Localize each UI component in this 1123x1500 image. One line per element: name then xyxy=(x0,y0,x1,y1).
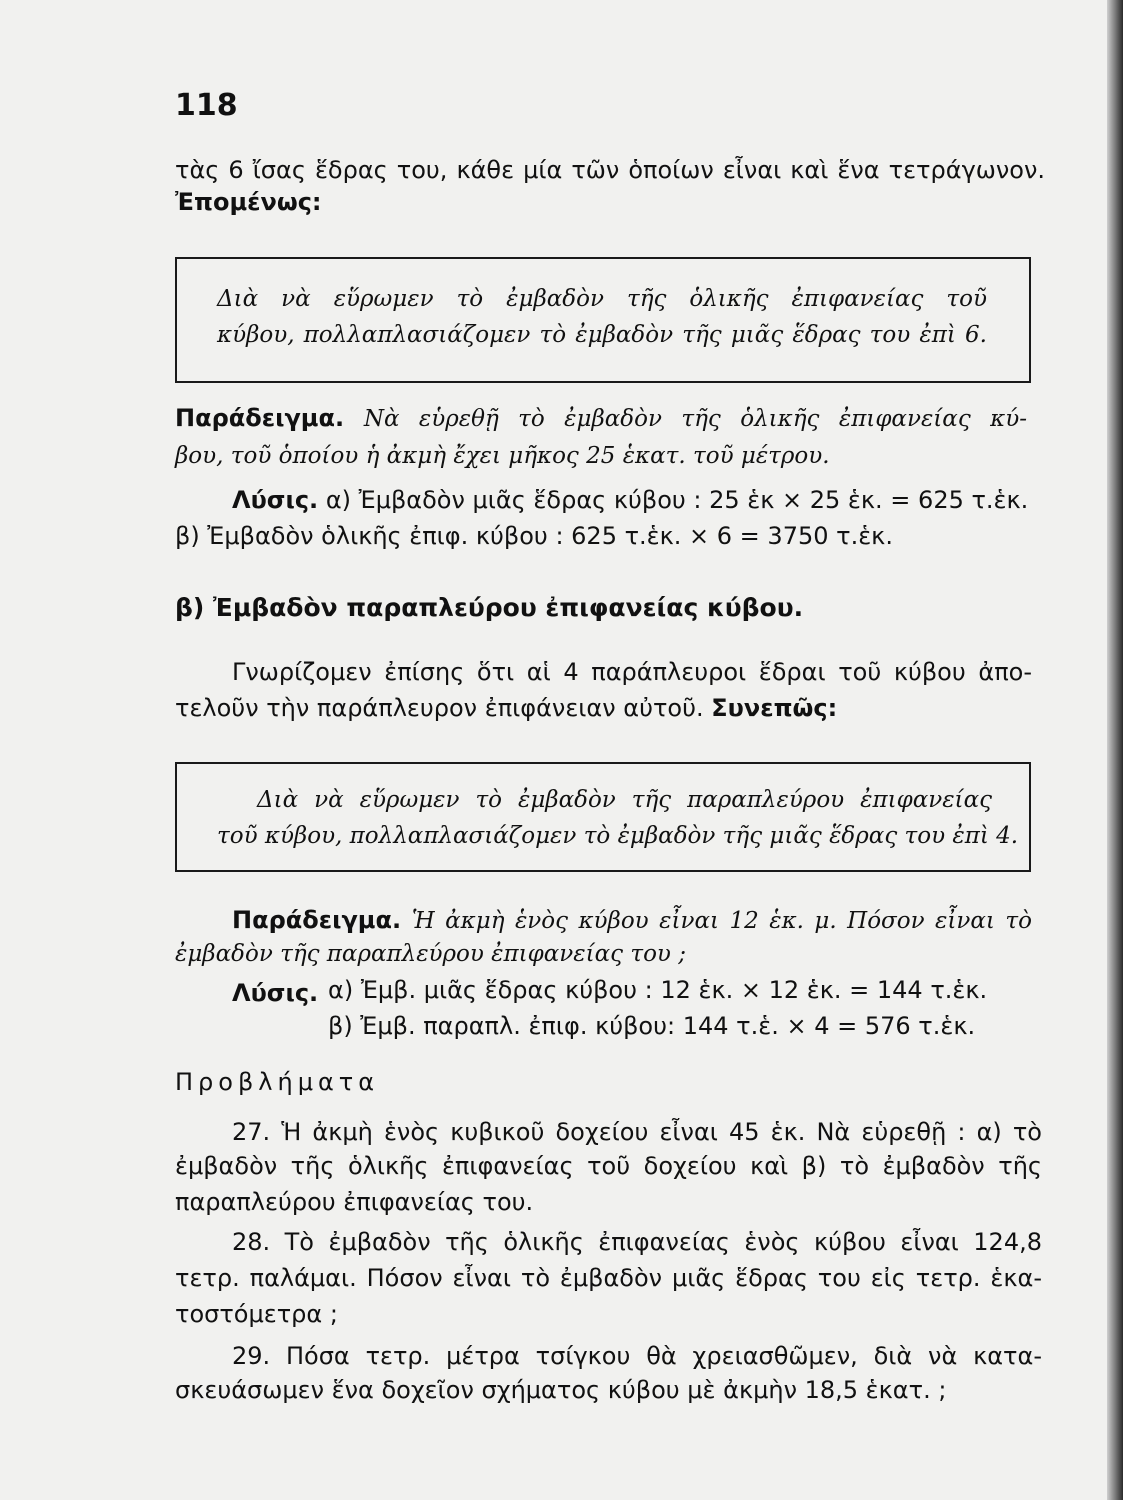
example2-line-2: ἐμβαδὸν τῆς παραπλεύρου ἐπιφανείας του ; xyxy=(175,941,686,967)
para2-line-2-text: τελοῦν τὴν παράπλευρον ἐπιφάνειαν αὐτοῦ. xyxy=(175,694,704,722)
problem-29-line-2: σκευάσωμεν ἕνα δοχεῖον σχήματος κύβου μὲ ἀκμὴν 18,5 ἑκατ. ; xyxy=(175,1376,947,1404)
rule-box-lateral-area xyxy=(175,762,1031,872)
intro-line-1: τὰς 6 ἴσας ἕδρας του, κάθε μία τῶν ὁποίων εἶναι καὶ ἕνα τετράγωνον. xyxy=(175,156,1045,184)
example1-sol-b: β) Ἐμβαδὸν ὁλικῆς ἐπιφ. κύβου : 625 τ.ἑκ. × 6 = 3750 τ.ἑκ. xyxy=(175,522,893,550)
example1-line-1 xyxy=(175,402,1027,435)
problem-27-line-2: ἐμβαδὸν τῆς ὁλικῆς ἐπιφανείας τοῦ δοχείου καὶ β) τὸ ἐμβαδὸν τῆς xyxy=(175,1152,1042,1180)
problem-28-line-1: 28. Τὸ ἐμβαδὸν τῆς ὁλικῆς ἐπιφανείας ἑνὸς κύβου εἶναι 124,8 xyxy=(232,1228,1042,1256)
rule-box-total-area xyxy=(175,257,1031,383)
intro-line-2: Ἐπομένως: xyxy=(175,188,322,216)
problem-29-line-1: 29. Πόσα τετρ. μέτρα τσίγκου θὰ χρειασθῶμεν, διὰ νὰ κατα- xyxy=(232,1342,1042,1370)
problem-27-line-3: παραπλεύρου ἐπιφανείας του. xyxy=(175,1188,534,1216)
problem-28-line-2: τετρ. παλάμαι. Πόσον εἶναι τὸ ἐμβαδὸν μιᾶς ἕδρας του εἰς τετρ. ἑκα- xyxy=(175,1264,1042,1292)
problem-28-line-3: τοστόμετρα ; xyxy=(175,1300,338,1328)
rule1-line-2: κύβου, πολλαπλασιάζομεν τὸ ἐμβαδὸν τῆς μιᾶς ἕδρας του ἐπὶ 6. xyxy=(217,322,987,348)
example2-sol-b: β) Ἐμβ. παραπλ. ἐπιφ. κύβου: 144 τ.ἑ. × 4 = 576 τ.ἑκ. xyxy=(328,1012,976,1040)
page-edge-shadow xyxy=(1107,0,1123,1500)
para2-line-2 xyxy=(175,692,1045,724)
page-number: 118 xyxy=(175,88,238,123)
example1-line-2: βου, τοῦ ὁποίου ἡ ἀκμὴ ἔχει μῆκος 25 ἑκατ. τοῦ μέτρου. xyxy=(175,443,830,469)
section-b-heading: β) Ἐμβαδὸν παραπλεύρου ἐπιφανείας κύβου. xyxy=(175,593,804,622)
example2-sol-a: α) Ἐμβ. μιᾶς ἕδρας κύβου : 12 ἑκ. × 12 ἑκ. = 144 τ.ἑκ. xyxy=(328,976,988,1004)
example1-solution-a xyxy=(232,484,1032,516)
problems-heading: Προβλήματα xyxy=(175,1068,380,1096)
problem-27-line-1: 27. Ἡ ἀκμὴ ἑνὸς κυβικοῦ δοχείου εἶναι 45 ἑκ. Νὰ εὑρεθῇ : α) τὸ xyxy=(232,1118,1042,1146)
example2-text-1: Ἡ ἀκμὴ ἑνὸς κύβου εἶναι 12 ἑκ. μ. Πόσον εἶναι τὸ xyxy=(411,908,1032,934)
example1-solution-label: Λύσις. xyxy=(232,486,319,514)
rule2-line-2: τοῦ κύβου, πολλαπλασιάζομεν τὸ ἐμβαδὸν τῆς μιᾶς ἕδρας του ἐπὶ 4. xyxy=(217,823,1019,849)
rule1-line-1: Διὰ νὰ εὕρωμεν τὸ ἐμβαδὸν τῆς ὁλικῆς ἐπιφανείας τοῦ xyxy=(217,286,987,312)
example2-label: Παράδειγμα. xyxy=(232,906,402,934)
para2-line-1: Γνωρίζομεν ἐπίσης ὅτι αἱ 4 παράπλευροι ἕδραι τοῦ κύβου ἀπο- xyxy=(232,658,1032,686)
example1-label: Παράδειγμα. xyxy=(175,404,345,432)
para2-line-2-bold: Συνεπῶς: xyxy=(711,694,838,722)
example2-line-1 xyxy=(232,904,1032,937)
rule2-line-1: Διὰ νὰ εὕρωμεν τὸ ἐμβαδὸν τῆς παραπλεύρου ἐπιφανείας xyxy=(257,787,992,813)
example2-solution-label: Λύσις. xyxy=(232,979,319,1007)
example1-text-1: Νὰ εὑρεθῇ τὸ ἐμβαδὸν τῆς ὁλικῆς ἐπιφανείας κύ- xyxy=(363,406,1027,432)
example1-sol-a: α) Ἐμβαδὸν μιᾶς ἕδρας κύβου : 25 ἑκ × 25 ἑκ. = 625 τ.ἑκ. xyxy=(325,486,1029,514)
